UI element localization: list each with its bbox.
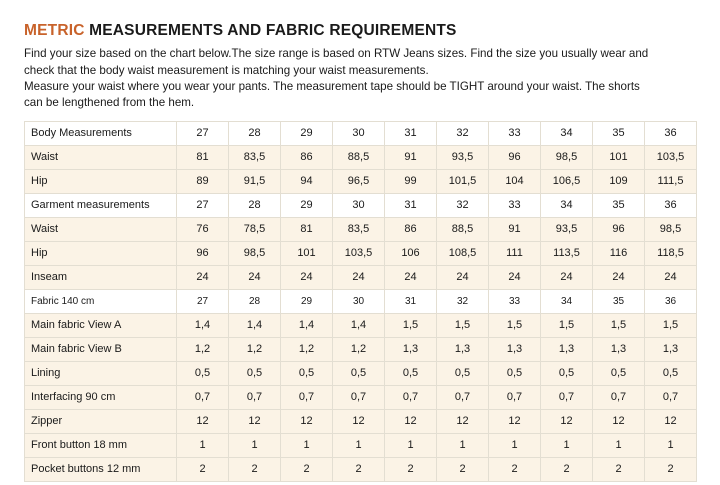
table-cell: 81 — [281, 217, 333, 241]
table-cell: 0,5 — [489, 361, 541, 385]
table-cell: 1,3 — [593, 337, 645, 361]
table-cell: 103,5 — [645, 145, 697, 169]
table-cell: 86 — [281, 145, 333, 169]
table-row-label: Waist — [25, 217, 177, 241]
table-cell: 31 — [385, 289, 437, 313]
table-row-label: Main fabric View B — [25, 337, 177, 361]
table-cell: 0,5 — [281, 361, 333, 385]
table-row-label: Hip — [25, 241, 177, 265]
table-cell: 93,5 — [541, 217, 593, 241]
table-cell: 106 — [385, 241, 437, 265]
table-cell: 36 — [645, 121, 697, 145]
table-cell: 88,5 — [333, 145, 385, 169]
table-cell: 24 — [333, 265, 385, 289]
table-cell: 0,5 — [437, 361, 489, 385]
table-cell: 24 — [385, 265, 437, 289]
table-row — [25, 337, 697, 361]
table-row-label: Front button 18 mm — [25, 433, 177, 457]
intro-text — [24, 46, 696, 112]
table-cell: 34 — [541, 121, 593, 145]
table-cell: 96 — [177, 241, 229, 265]
table-cell: 2 — [645, 457, 697, 481]
table-cell: 36 — [645, 193, 697, 217]
table-row — [25, 409, 697, 433]
table-cell: 93,5 — [437, 145, 489, 169]
table-cell: 103,5 — [333, 241, 385, 265]
table-cell: 2 — [229, 457, 281, 481]
table-cell: 96 — [489, 145, 541, 169]
table-cell: 1 — [229, 433, 281, 457]
table-cell: 1,2 — [333, 337, 385, 361]
table-cell: 28 — [229, 193, 281, 217]
table-cell: 0,7 — [437, 385, 489, 409]
table-cell: 101 — [593, 145, 645, 169]
table-row — [25, 217, 697, 241]
table-cell: 29 — [281, 289, 333, 313]
table-cell: 12 — [541, 409, 593, 433]
table-cell: 33 — [489, 121, 541, 145]
table-cell: 98,5 — [645, 217, 697, 241]
table-cell: 12 — [333, 409, 385, 433]
table-cell: 34 — [541, 289, 593, 313]
table-row — [25, 169, 697, 193]
table-row — [25, 289, 697, 313]
table-cell: 88,5 — [437, 217, 489, 241]
table-row — [25, 313, 697, 337]
table-cell: 33 — [489, 193, 541, 217]
table-cell: 2 — [385, 457, 437, 481]
table-cell: 1 — [177, 433, 229, 457]
table-cell: 76 — [177, 217, 229, 241]
table-cell: 1,2 — [229, 337, 281, 361]
table-cell: 83,5 — [333, 217, 385, 241]
table-cell: 12 — [385, 409, 437, 433]
table-cell: 1 — [385, 433, 437, 457]
table-cell: 1,5 — [437, 313, 489, 337]
table-cell: 0,7 — [645, 385, 697, 409]
table-row-label: Pocket buttons 12 mm — [25, 457, 177, 481]
table-cell: 29 — [281, 121, 333, 145]
table-cell: 31 — [385, 121, 437, 145]
table-cell: 24 — [593, 265, 645, 289]
table-cell: 2 — [177, 457, 229, 481]
table-row — [25, 145, 697, 169]
table-cell: 1 — [489, 433, 541, 457]
table-row — [25, 193, 697, 217]
table-cell: 2 — [489, 457, 541, 481]
measurements-table-body — [25, 121, 697, 481]
table-cell: 118,5 — [645, 241, 697, 265]
table-cell: 1,3 — [541, 337, 593, 361]
table-cell: 28 — [229, 289, 281, 313]
table-cell: 78,5 — [229, 217, 281, 241]
table-cell: 0,5 — [593, 361, 645, 385]
table-cell: 2 — [541, 457, 593, 481]
table-cell: 89 — [177, 169, 229, 193]
table-row-label: Lining — [25, 361, 177, 385]
table-cell: 111,5 — [645, 169, 697, 193]
table-cell: 113,5 — [541, 241, 593, 265]
table-cell: 108,5 — [437, 241, 489, 265]
table-cell: 27 — [177, 193, 229, 217]
table-row-label: Fabric 140 cm — [25, 289, 177, 313]
table-cell: 81 — [177, 145, 229, 169]
table-cell: 24 — [281, 265, 333, 289]
table-cell: 0,5 — [645, 361, 697, 385]
table-cell: 1,2 — [281, 337, 333, 361]
table-cell: 0,7 — [333, 385, 385, 409]
table-cell: 12 — [489, 409, 541, 433]
table-cell: 1,5 — [645, 313, 697, 337]
table-cell: 1,4 — [333, 313, 385, 337]
table-cell: 1,3 — [645, 337, 697, 361]
table-cell: 24 — [645, 265, 697, 289]
table-cell: 83,5 — [229, 145, 281, 169]
page-title-rest: MEASUREMENTS AND FABRIC REQUIREMENTS — [89, 22, 457, 39]
table-row — [25, 457, 697, 481]
table-cell: 0,7 — [177, 385, 229, 409]
table-cell: 30 — [333, 289, 385, 313]
table-cell: 101,5 — [437, 169, 489, 193]
table-cell: 98,5 — [229, 241, 281, 265]
table-row — [25, 265, 697, 289]
intro-line-4: can be lengthened from the hem. — [24, 96, 195, 110]
table-cell: 0,7 — [229, 385, 281, 409]
table-cell: 12 — [593, 409, 645, 433]
table-cell: 1 — [437, 433, 489, 457]
table-row-label: Garment measurements — [25, 193, 177, 217]
table-cell: 0,7 — [541, 385, 593, 409]
table-cell: 35 — [593, 121, 645, 145]
table-cell: 0,7 — [385, 385, 437, 409]
table-cell: 2 — [333, 457, 385, 481]
table-cell: 30 — [333, 121, 385, 145]
table-cell: 99 — [385, 169, 437, 193]
table-cell: 35 — [593, 193, 645, 217]
table-row — [25, 433, 697, 457]
table-cell: 2 — [281, 457, 333, 481]
table-cell: 1 — [593, 433, 645, 457]
table-cell: 24 — [541, 265, 593, 289]
page-title-metric: METRIC — [24, 22, 85, 39]
table-row — [25, 385, 697, 409]
table-cell: 86 — [385, 217, 437, 241]
table-cell: 1,5 — [489, 313, 541, 337]
table-cell: 12 — [229, 409, 281, 433]
table-cell: 29 — [281, 193, 333, 217]
table-cell: 12 — [281, 409, 333, 433]
table-cell: 1 — [281, 433, 333, 457]
table-cell: 32 — [437, 289, 489, 313]
intro-line-1: Find your size based on the chart below.The size range is based on RTW Jeans sizes. Find the size you usually wear and — [24, 47, 649, 61]
table-cell: 91 — [385, 145, 437, 169]
table-cell: 1,5 — [541, 313, 593, 337]
table-cell: 12 — [645, 409, 697, 433]
table-cell: 1,4 — [281, 313, 333, 337]
table-cell: 2 — [593, 457, 645, 481]
table-cell: 1,3 — [489, 337, 541, 361]
table-cell: 104 — [489, 169, 541, 193]
table-row — [25, 361, 697, 385]
table-cell: 1,4 — [229, 313, 281, 337]
table-cell: 33 — [489, 289, 541, 313]
table-cell: 0,7 — [281, 385, 333, 409]
table-cell: 27 — [177, 289, 229, 313]
table-cell: 1 — [333, 433, 385, 457]
table-cell: 34 — [541, 193, 593, 217]
table-cell: 12 — [437, 409, 489, 433]
table-cell: 101 — [281, 241, 333, 265]
table-cell: 28 — [229, 121, 281, 145]
table-cell: 111 — [489, 241, 541, 265]
table-cell: 31 — [385, 193, 437, 217]
table-cell: 1 — [645, 433, 697, 457]
table-cell: 1,4 — [177, 313, 229, 337]
table-cell: 24 — [229, 265, 281, 289]
table-cell: 1,5 — [385, 313, 437, 337]
table-cell: 98,5 — [541, 145, 593, 169]
table-cell: 0,5 — [333, 361, 385, 385]
table-cell: 0,7 — [489, 385, 541, 409]
table-row — [25, 121, 697, 145]
table-row-label: Hip — [25, 169, 177, 193]
table-cell: 32 — [437, 121, 489, 145]
table-cell: 2 — [437, 457, 489, 481]
table-cell: 91,5 — [229, 169, 281, 193]
table-cell: 0,7 — [593, 385, 645, 409]
table-cell: 1 — [541, 433, 593, 457]
measurements-table — [24, 121, 697, 482]
table-cell: 24 — [437, 265, 489, 289]
table-cell: 24 — [489, 265, 541, 289]
table-cell: 0,5 — [229, 361, 281, 385]
table-cell: 12 — [177, 409, 229, 433]
table-cell: 1,3 — [385, 337, 437, 361]
table-cell: 36 — [645, 289, 697, 313]
intro-line-3: Measure your waist where you wear your pants. The measurement tape should be TIGHT around your waist. The shorts — [24, 79, 640, 93]
table-cell: 0,5 — [541, 361, 593, 385]
table-cell: 1,5 — [593, 313, 645, 337]
table-cell: 116 — [593, 241, 645, 265]
intro-line-2: check that the body waist measurement is matching your waist measurements. — [24, 63, 429, 77]
table-cell: 109 — [593, 169, 645, 193]
table-cell: 96 — [593, 217, 645, 241]
table-cell: 32 — [437, 193, 489, 217]
table-cell: 94 — [281, 169, 333, 193]
table-row — [25, 241, 697, 265]
table-row-label: Interfacing 90 cm — [25, 385, 177, 409]
table-cell: 27 — [177, 121, 229, 145]
table-row-label: Waist — [25, 145, 177, 169]
table-row-label: Zipper — [25, 409, 177, 433]
table-row-label: Main fabric View A — [25, 313, 177, 337]
table-cell: 91 — [489, 217, 541, 241]
table-cell: 96,5 — [333, 169, 385, 193]
table-cell: 1,3 — [437, 337, 489, 361]
table-cell: 35 — [593, 289, 645, 313]
table-cell: 30 — [333, 193, 385, 217]
table-cell: 0,5 — [177, 361, 229, 385]
table-row-label: Body Measurements — [25, 121, 177, 145]
table-row-label: Inseam — [25, 265, 177, 289]
table-cell: 106,5 — [541, 169, 593, 193]
table-cell: 24 — [177, 265, 229, 289]
table-cell: 0,5 — [385, 361, 437, 385]
table-cell: 1,2 — [177, 337, 229, 361]
page-title — [24, 22, 696, 39]
